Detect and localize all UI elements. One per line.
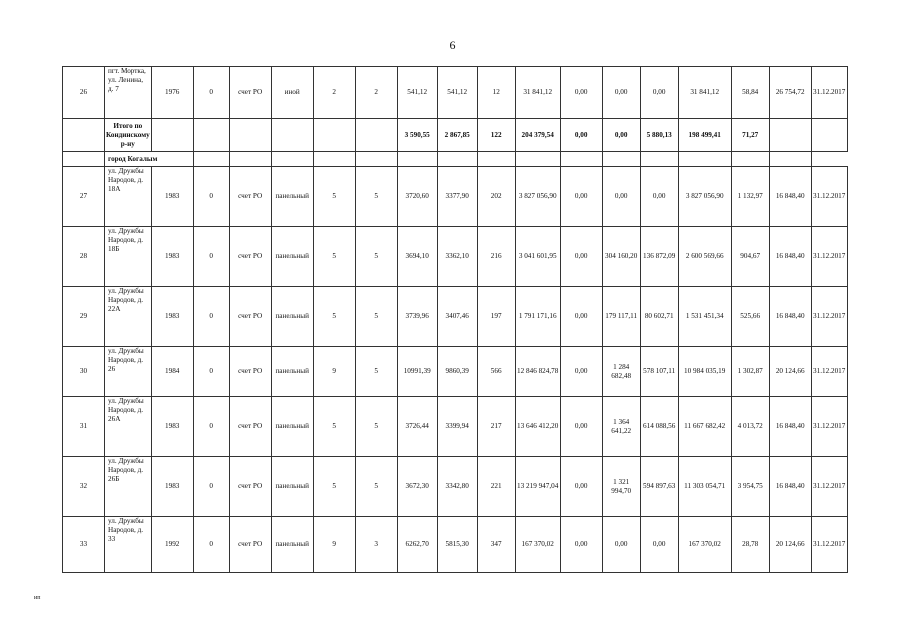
cell-area-living: 3362,10	[437, 227, 477, 287]
cell-col3: 0	[193, 287, 229, 347]
cell-floors: 5	[313, 287, 355, 347]
cell-c15: 3 954,75	[731, 457, 769, 517]
cell-floors: 5	[313, 397, 355, 457]
cell-addr: ул. Дружбы Народов, д. 26А	[105, 397, 152, 457]
cell-floors: 9	[313, 347, 355, 397]
cell-fund: счет РО	[229, 457, 271, 517]
table-row	[63, 287, 848, 347]
cell-c16: 20 124,66	[769, 347, 811, 397]
cell-c11: 0,00	[560, 167, 602, 227]
cell-year: 1983	[151, 287, 193, 347]
cell-area-living: 9860,39	[437, 347, 477, 397]
cell-area-total: 3694,10	[397, 227, 437, 287]
cell-area-total: 3720,60	[397, 167, 437, 227]
cell-c16: 16 848,40	[769, 287, 811, 347]
cell-c14: 11 303 054,71	[678, 457, 731, 517]
cell-entr: 5	[355, 227, 397, 287]
cell-c16: 20 124,66	[769, 517, 811, 573]
cell-c14: 167 370,02	[678, 517, 731, 573]
cell-area-living: 3377,90	[437, 167, 477, 227]
cell-col3: 0	[193, 517, 229, 573]
cell-cost: 1 791 171,16	[515, 287, 560, 347]
cell-cost: 13 646 412,20	[515, 397, 560, 457]
table-row	[63, 67, 848, 119]
cell-no: 26	[63, 67, 105, 119]
cell-no: 29	[63, 287, 105, 347]
page-number: 6	[449, 38, 456, 52]
cell-c16: 16 848,40	[769, 397, 811, 457]
cell-floors: 5	[313, 227, 355, 287]
cell-c15: 1 302,87	[731, 347, 769, 397]
cell-c16: 16 848,40	[769, 457, 811, 517]
cell-date: 31.12.2017	[811, 517, 847, 573]
total-area-living: 2 867,85	[437, 119, 477, 152]
cell-fund: счет РО	[229, 167, 271, 227]
housing-register-table	[62, 66, 848, 573]
cell-addr: ул. Дружбы Народов, д. 18Б	[105, 227, 152, 287]
cell-c15: 525,66	[731, 287, 769, 347]
cell-fund: счет РО	[229, 517, 271, 573]
cell-no: 31	[63, 397, 105, 457]
total-c12: 0,00	[602, 119, 640, 152]
cell-c12: 0,00	[602, 167, 640, 227]
cell-floors: 5	[313, 457, 355, 517]
cell-area-living: 3407,46	[437, 287, 477, 347]
cell-no: 30	[63, 347, 105, 397]
table-row	[63, 227, 848, 287]
cell-c12: 179 117,11	[602, 287, 640, 347]
cell-addr: ул. Дружбы Народов, д. 26Б	[105, 457, 152, 517]
cell-entr: 3	[355, 517, 397, 573]
cell-persons: 566	[477, 347, 515, 397]
cell-wall: панельный	[271, 167, 313, 227]
cell-persons: 216	[477, 227, 515, 287]
cell-col3: 0	[193, 397, 229, 457]
cell-c15: 904,67	[731, 227, 769, 287]
rows-kogalym	[63, 167, 848, 573]
cell-c13: 614 088,56	[640, 397, 678, 457]
table-row	[63, 517, 848, 573]
cell-date: 31.12.2017	[811, 67, 847, 119]
cell-date: 31.12.2017	[811, 397, 847, 457]
cell-c14: 2 600 569,66	[678, 227, 731, 287]
cell-date: 31.12.2017	[811, 167, 847, 227]
cell-cost: 31 841,12	[515, 67, 560, 119]
total-persons: 122	[477, 119, 515, 152]
cell-persons: 12	[477, 67, 515, 119]
cell-entr: 2	[355, 67, 397, 119]
cell-c11: 0,00	[560, 227, 602, 287]
cell-c15: 1 132,97	[731, 167, 769, 227]
cell-persons: 221	[477, 457, 515, 517]
cell-wall: панельный	[271, 397, 313, 457]
cell-entr: 5	[355, 167, 397, 227]
cell-wall: панельный	[271, 287, 313, 347]
cell-c12: 0,00	[602, 67, 640, 119]
cell-floors: 5	[313, 167, 355, 227]
cell-year: 1992	[151, 517, 193, 573]
cell-c13: 0,00	[640, 67, 678, 119]
cell-year: 1984	[151, 347, 193, 397]
cell-col3: 0	[193, 67, 229, 119]
cell-area-total: 541,12	[397, 67, 437, 119]
cell-addr: пгт. Мортка, ул. Ленина, д. 7	[105, 67, 152, 119]
cell-year: 1976	[151, 67, 193, 119]
cell-c11: 0,00	[560, 287, 602, 347]
cell-c16: 16 848,40	[769, 167, 811, 227]
rows-kondinsky	[63, 67, 848, 119]
cell-c15: 4 013,72	[731, 397, 769, 457]
cell-col3: 0	[193, 167, 229, 227]
cell-no: 28	[63, 227, 105, 287]
cell-addr: ул. Дружбы Народов, д. 33	[105, 517, 152, 573]
table-row	[63, 457, 848, 517]
cell-c12: 1 284 682,48	[602, 347, 640, 397]
cell-date: 31.12.2017	[811, 287, 847, 347]
cell-wall: иной	[271, 67, 313, 119]
cell-c16: 16 848,40	[769, 227, 811, 287]
section-row	[63, 152, 848, 167]
cell-c12: 0,00	[602, 517, 640, 573]
footer-mark: ип	[34, 595, 41, 601]
cell-cost: 12 846 824,78	[515, 347, 560, 397]
cell-c11: 0,00	[560, 517, 602, 573]
cell-entr: 5	[355, 347, 397, 397]
cell-no: 33	[63, 517, 105, 573]
cell-addr: ул. Дружбы Народов, д. 18А	[105, 167, 152, 227]
cell-addr: ул. Дружбы Народов, д. 26	[105, 347, 152, 397]
cell-c15: 58,84	[731, 67, 769, 119]
section-title: город Когалым	[105, 152, 194, 167]
cell-wall: панельный	[271, 457, 313, 517]
cell-area-total: 6262,70	[397, 517, 437, 573]
cell-persons: 217	[477, 397, 515, 457]
cell-year: 1983	[151, 397, 193, 457]
cell-floors: 9	[313, 517, 355, 573]
cell-area-total: 3739,96	[397, 287, 437, 347]
cell-fund: счет РО	[229, 287, 271, 347]
cell-area-total: 3726,44	[397, 397, 437, 457]
cell-c14: 3 827 056,90	[678, 167, 731, 227]
cell-fund: счет РО	[229, 347, 271, 397]
cell-entr: 5	[355, 397, 397, 457]
cell-c14: 11 667 682,42	[678, 397, 731, 457]
table-row	[63, 347, 848, 397]
total-area-total: 3 590,55	[397, 119, 437, 152]
cell-wall: панельный	[271, 227, 313, 287]
cell-area-living: 541,12	[437, 67, 477, 119]
cell-col3: 0	[193, 227, 229, 287]
cell-c12: 1 321 994,70	[602, 457, 640, 517]
cell-addr: ул. Дружбы Народов, д. 22А	[105, 287, 152, 347]
cell-cost: 3 827 056,90	[515, 167, 560, 227]
cell-c14: 31 841,12	[678, 67, 731, 119]
cell-floors: 2	[313, 67, 355, 119]
total-c13: 5 880,13	[640, 119, 678, 152]
cell-no: 32	[63, 457, 105, 517]
cell-c12: 304 160,20	[602, 227, 640, 287]
cell-persons: 197	[477, 287, 515, 347]
cell-c11: 0,00	[560, 67, 602, 119]
cell-c13: 0,00	[640, 167, 678, 227]
cell-year: 1983	[151, 167, 193, 227]
cell-cost: 3 041 601,95	[515, 227, 560, 287]
cell-area-living: 5815,30	[437, 517, 477, 573]
cell-entr: 5	[355, 457, 397, 517]
cell-date: 31.12.2017	[811, 347, 847, 397]
cell-area-living: 3342,80	[437, 457, 477, 517]
cell-fund: счет РО	[229, 67, 271, 119]
cell-c11: 0,00	[560, 397, 602, 457]
table-row	[63, 397, 848, 457]
cell-wall: панельный	[271, 517, 313, 573]
cell-c14: 10 984 035,19	[678, 347, 731, 397]
cell-area-living: 3399,94	[437, 397, 477, 457]
cell-c13: 136 872,09	[640, 227, 678, 287]
total-row	[63, 119, 848, 152]
cell-date: 31.12.2017	[811, 227, 847, 287]
total-c11: 0,00	[560, 119, 602, 152]
cell-c11: 0,00	[560, 457, 602, 517]
cell-cost: 167 370,02	[515, 517, 560, 573]
cell-c13: 80 602,71	[640, 287, 678, 347]
cell-c13: 594 897,63	[640, 457, 678, 517]
cell-persons: 347	[477, 517, 515, 573]
cell-c13: 578 107,11	[640, 347, 678, 397]
cell-persons: 202	[477, 167, 515, 227]
cell-col3: 0	[193, 347, 229, 397]
cell-year: 1983	[151, 457, 193, 517]
table-row	[63, 167, 848, 227]
cell-c13: 0,00	[640, 517, 678, 573]
cell-fund: счет РО	[229, 227, 271, 287]
total-c15: 71,27	[731, 119, 769, 152]
cell-fund: счет РО	[229, 397, 271, 457]
cell-wall: панельный	[271, 347, 313, 397]
cell-cost: 13 219 947,04	[515, 457, 560, 517]
cell-area-total: 3672,30	[397, 457, 437, 517]
total-block	[63, 119, 848, 167]
cell-col3: 0	[193, 457, 229, 517]
cell-area-total: 10991,39	[397, 347, 437, 397]
cell-date: 31.12.2017	[811, 457, 847, 517]
total-label: Итого по Кондинскому р-ну	[105, 119, 152, 152]
cell-no: 27	[63, 167, 105, 227]
cell-year: 1983	[151, 227, 193, 287]
cell-c11: 0,00	[560, 347, 602, 397]
cell-c16: 26 754,72	[769, 67, 811, 119]
total-cost: 204 379,54	[515, 119, 560, 152]
cell-c15: 28,78	[731, 517, 769, 573]
total-c14: 198 499,41	[678, 119, 731, 152]
cell-entr: 5	[355, 287, 397, 347]
cell-c14: 1 531 451,34	[678, 287, 731, 347]
cell-c12: 1 364 641,22	[602, 397, 640, 457]
